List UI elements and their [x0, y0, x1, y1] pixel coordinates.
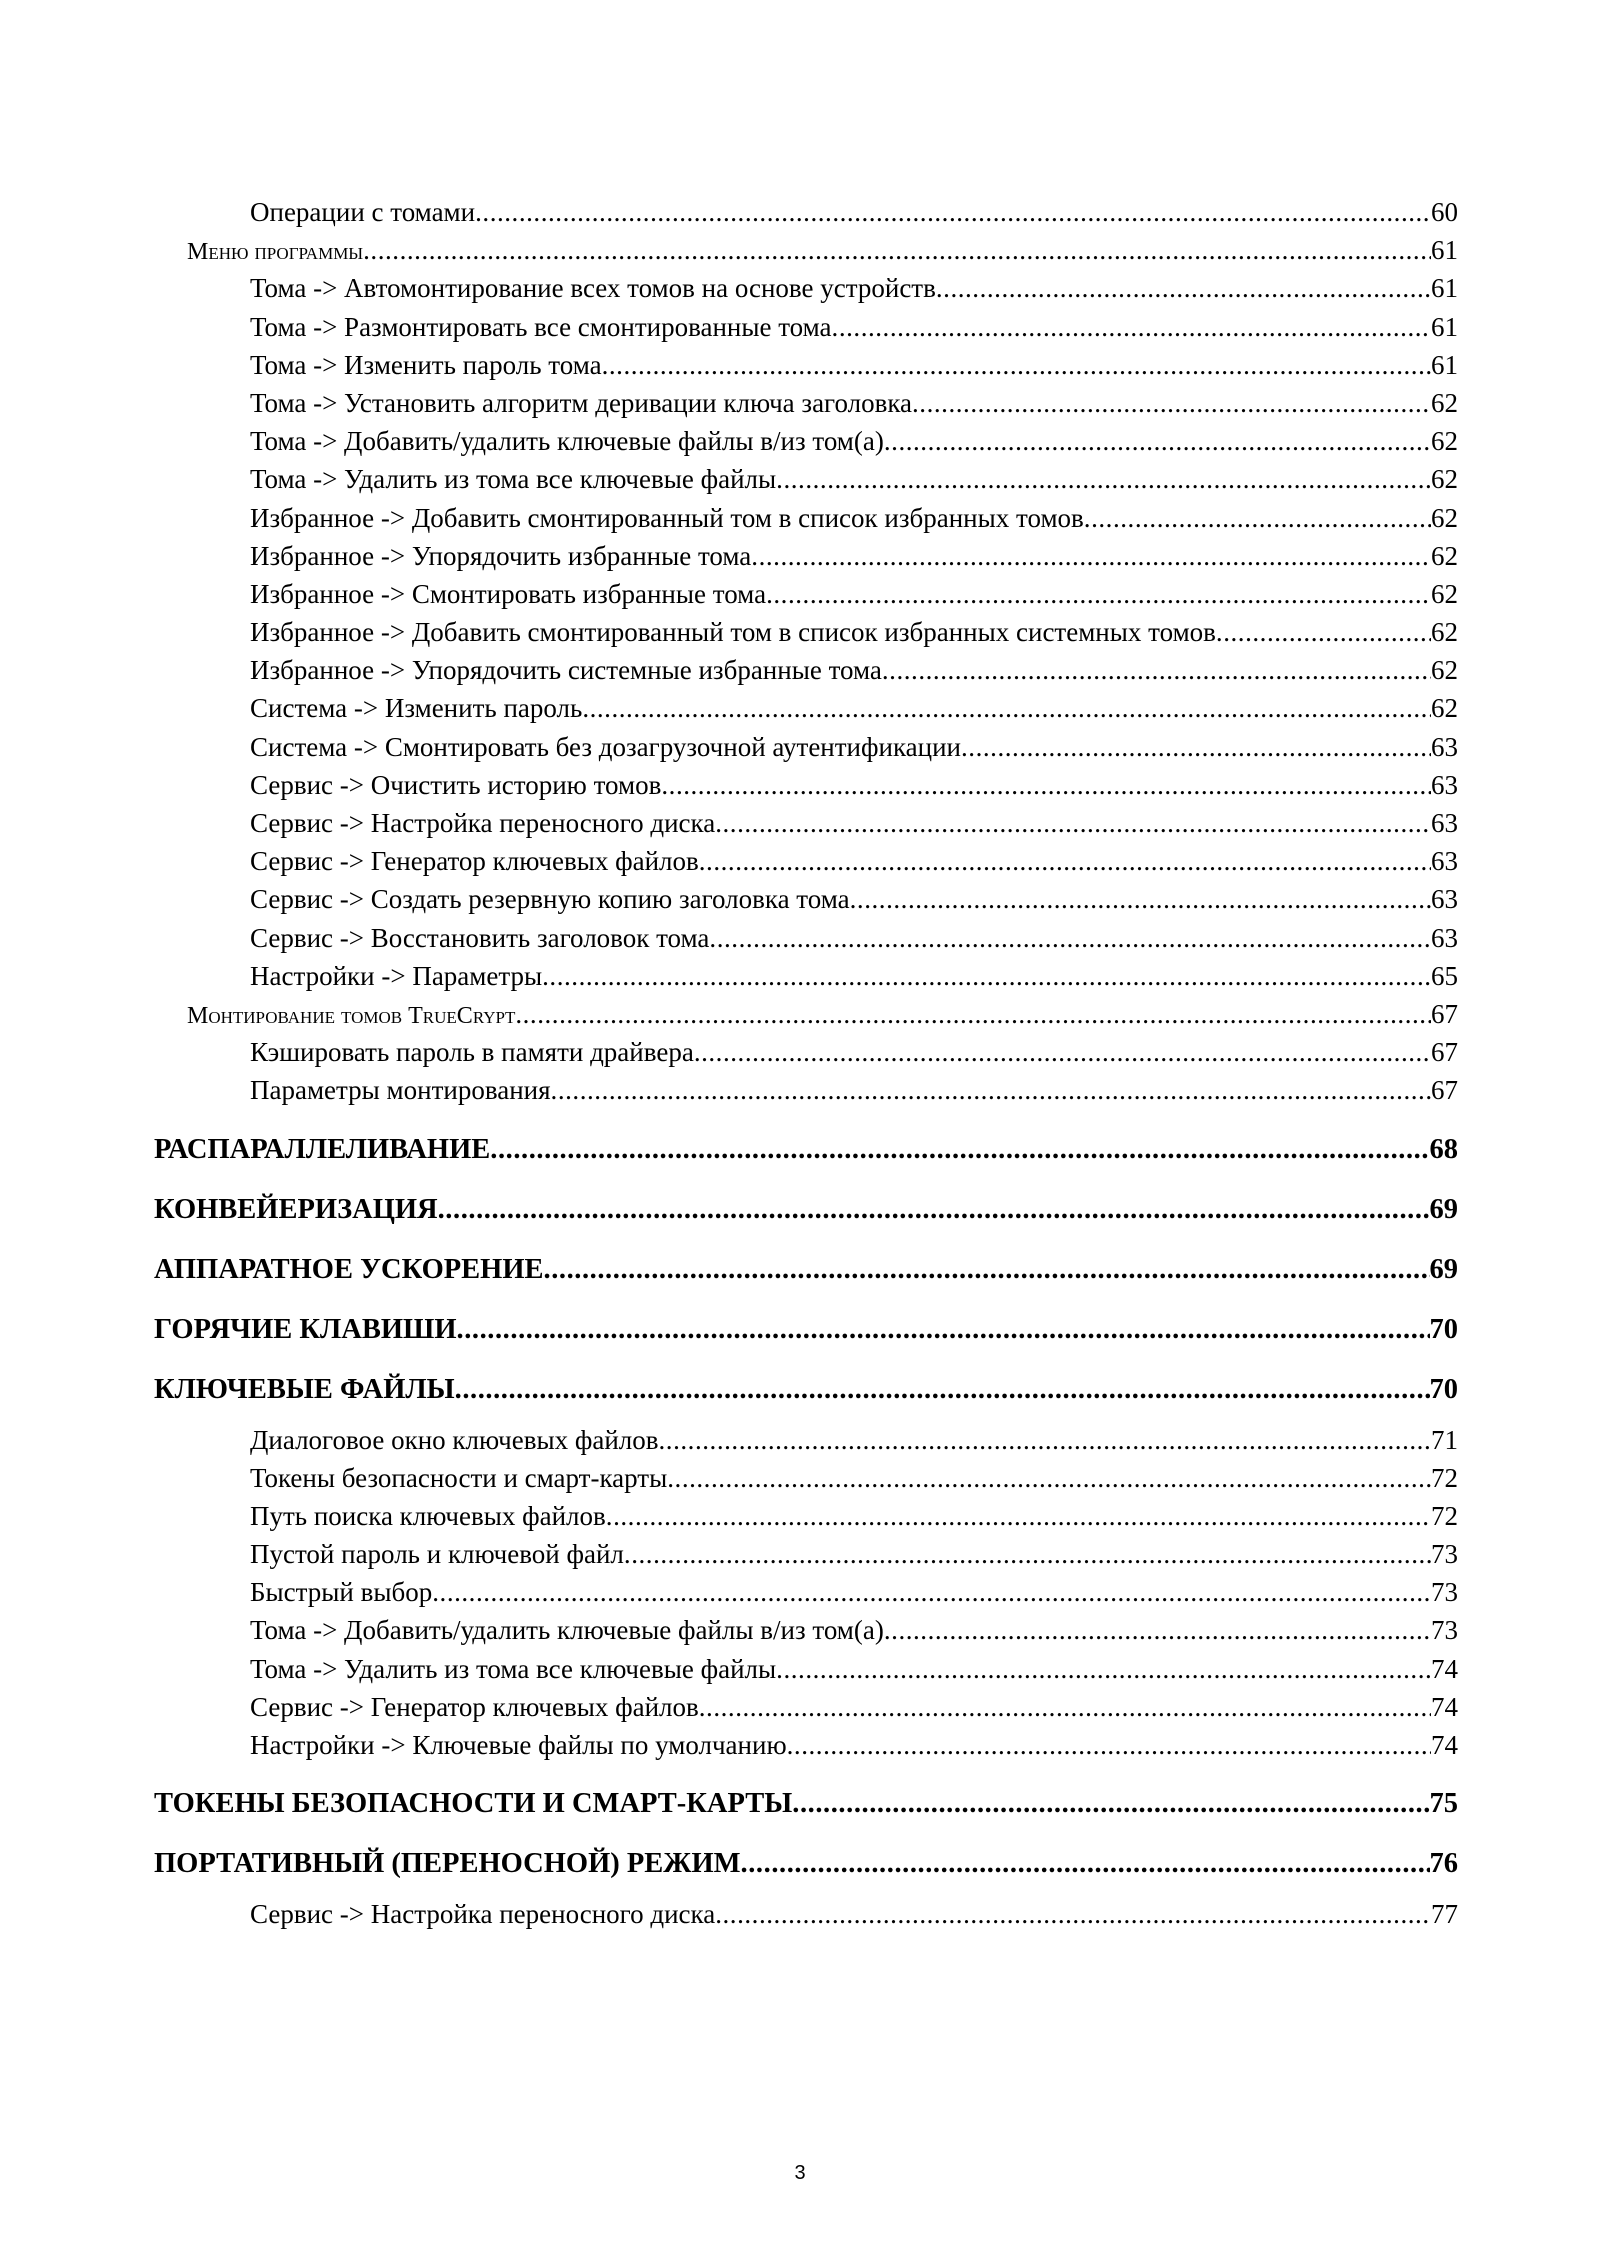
toc-entry-title: Монтирование томов TrueCrypt [187, 1002, 516, 1029]
toc-dot-leader [699, 1688, 1431, 1726]
toc-entry-title: Избранное -> Смонтировать избранные тома [250, 578, 767, 609]
toc-dot-leader [792, 1783, 1429, 1824]
toc-entry-title: ПОРТАТИВНЫЙ (ПЕРЕНОСНОЙ) РЕЖИМ [154, 1848, 741, 1880]
toc-entry-page: 63 [1431, 769, 1458, 800]
toc-chapter-entry[interactable] [154, 1843, 1458, 1884]
toc-chapter-entry[interactable] [154, 1783, 1458, 1824]
toc-entry-page: 70 [1429, 1313, 1458, 1345]
toc-subsection-entry[interactable] [154, 1033, 1458, 1071]
toc-dot-leader [715, 804, 1431, 842]
toc-subsection-entry[interactable] [154, 689, 1458, 727]
toc-entry-page: 65 [1431, 960, 1458, 991]
toc-dot-leader [850, 880, 1431, 918]
toc-subsection-entry[interactable] [154, 613, 1458, 651]
toc-dot-leader [1216, 613, 1431, 651]
toc-chapter-entry[interactable] [154, 1189, 1458, 1230]
toc-dot-leader [694, 1033, 1431, 1071]
toc-subsection-entry[interactable] [154, 1459, 1458, 1497]
toc-entry-page: 63 [1431, 884, 1458, 915]
toc-subsection-entry[interactable] [154, 842, 1458, 880]
toc-entry-page: 77 [1431, 1899, 1458, 1930]
toc-entry-title: Сервис -> Генератор ключевых файлов [250, 846, 699, 877]
toc-dot-leader [776, 1650, 1431, 1688]
toc-subsection-entry[interactable] [154, 537, 1458, 575]
toc-entry-page: 60 [1431, 197, 1458, 227]
toc-entry-title: Меню программы [187, 239, 364, 266]
toc-subsection-entry[interactable] [154, 499, 1458, 537]
toc-dot-leader [515, 995, 1431, 1033]
toc-entry-title: Диалоговое окно ключевых файлов [250, 1424, 659, 1455]
toc-entry-page: 62 [1431, 617, 1458, 648]
toc-entry-page: 75 [1429, 1788, 1458, 1820]
toc-section-entry[interactable] [154, 995, 1458, 1033]
toc-entry-page: 61 [1431, 235, 1458, 266]
toc-entry-title: Сервис -> Очистить историю томов [250, 769, 662, 800]
toc-entry-page: 62 [1431, 578, 1458, 609]
toc-dot-leader [432, 1573, 1431, 1611]
toc-entry-title: Параметры монтирования [250, 1075, 551, 1106]
toc-subsection-entry[interactable] [154, 957, 1458, 995]
toc-entry-page: 73 [1431, 1539, 1458, 1570]
toc-entry-title: КЛЮЧЕВЫЕ ФАЙЛЫ [154, 1373, 455, 1405]
toc-subsection-entry[interactable] [154, 880, 1458, 918]
toc-subsection-entry[interactable] [154, 575, 1458, 613]
toc-entry-page: 62 [1431, 655, 1458, 686]
toc-dot-leader [882, 651, 1431, 689]
toc-entry-page: 73 [1431, 1577, 1458, 1608]
toc-subsection-entry[interactable] [154, 1650, 1458, 1688]
toc-dot-leader [715, 1895, 1431, 1933]
toc-entry-title: Сервис -> Создать резервную копию заголовка тома [250, 884, 850, 915]
toc-chapter-entry[interactable] [154, 1369, 1458, 1410]
toc-entry-title: Сервис -> Восстановить заголовок тома [250, 922, 710, 953]
toc-subsection-entry[interactable] [154, 766, 1458, 804]
toc-entry-page: 61 [1431, 349, 1458, 380]
toc-dot-leader [884, 422, 1431, 460]
toc-entry-page: 74 [1431, 1653, 1458, 1684]
toc-dot-leader [438, 1189, 1430, 1230]
toc-entry-page: 68 [1429, 1133, 1458, 1165]
toc-entry-page: 62 [1431, 502, 1458, 533]
toc-entry-title: Тома -> Автомонтирование всех томов на основе устройств [250, 273, 936, 304]
toc-entry-page: 62 [1431, 426, 1458, 457]
toc-entry-title: РАСПАРАЛЛЕЛИВАНИЕ [154, 1133, 491, 1165]
toc-dot-leader [709, 919, 1431, 957]
toc-entry-title: АППАРАТНОЕ УСКОРЕНИЕ [154, 1253, 544, 1285]
toc-entry-page: 62 [1431, 464, 1458, 495]
toc-entry-page: 76 [1429, 1848, 1458, 1880]
toc-subsection-entry[interactable] [154, 1611, 1458, 1649]
toc-entry-title: Тома -> Удалить из тома все ключевые файлы [250, 1653, 777, 1684]
toc-entry-title: Тома -> Размонтировать все смонтированные тома [250, 311, 832, 342]
toc-chapter-entry[interactable] [154, 1249, 1458, 1290]
toc-entry-page: 69 [1429, 1253, 1458, 1285]
toc-subsection-entry[interactable] [154, 1573, 1458, 1611]
toc-entry-page: 73 [1431, 1615, 1458, 1646]
toc-chapter-entry[interactable] [154, 1129, 1458, 1170]
toc-dot-leader [363, 231, 1431, 269]
toc-dot-leader [912, 384, 1431, 422]
toc-dot-leader [544, 1249, 1430, 1290]
toc-dot-leader [455, 1369, 1430, 1410]
toc-dot-leader [766, 575, 1431, 613]
toc-subsection-entry[interactable] [154, 1535, 1458, 1573]
toc-entry-title: Сервис -> Генератор ключевых файлов [250, 1691, 699, 1722]
toc-dot-leader [741, 1843, 1430, 1884]
toc-entry-page: 71 [1431, 1424, 1458, 1455]
toc-entry-page: 67 [1431, 1037, 1458, 1068]
toc-entry-title: Тома -> Удалить из тома все ключевые файлы [250, 464, 777, 495]
table-of-contents [154, 193, 1458, 1933]
toc-dot-leader [475, 193, 1431, 231]
toc-entry-page: 63 [1431, 922, 1458, 953]
toc-entry-page: 63 [1431, 808, 1458, 838]
toc-chapter-entry[interactable] [154, 1309, 1458, 1350]
toc-entry-page: 74 [1431, 1730, 1458, 1760]
toc-entry-title: Тома -> Добавить/удалить ключевые файлы в/из том(а) [250, 1615, 884, 1646]
toc-entry-title: Сервис -> Настройка переносного диска [250, 1899, 716, 1930]
toc-dot-leader [551, 1071, 1431, 1109]
toc-entry-title: Путь поиска ключевых файлов [250, 1500, 606, 1531]
toc-entry-title: Кэшировать пароль в памяти драйвера [250, 1037, 694, 1068]
toc-dot-leader [751, 537, 1431, 575]
toc-subsection-entry[interactable] [154, 193, 1458, 231]
toc-entry-title: Операции с томами [250, 197, 476, 227]
toc-dot-leader [606, 1497, 1431, 1535]
toc-dot-leader [1084, 499, 1431, 537]
toc-dot-leader [776, 460, 1431, 498]
toc-entry-title: Избранное -> Упорядочить системные избранные тома [250, 655, 882, 686]
toc-subsection-entry[interactable] [154, 919, 1458, 957]
toc-entry-page: 63 [1431, 731, 1458, 762]
toc-subsection-entry[interactable] [154, 346, 1458, 384]
toc-entry-page: 67 [1431, 1075, 1458, 1106]
toc-dot-leader [661, 766, 1431, 804]
toc-entry-title: Настройки -> Ключевые файлы по умолчанию [250, 1730, 787, 1760]
toc-dot-leader [699, 842, 1431, 880]
toc-dot-leader [659, 1421, 1432, 1459]
toc-entry-title: Система -> Смонтировать без дозагрузочной аутентификации [250, 731, 961, 762]
toc-dot-leader [884, 1611, 1431, 1649]
toc-entry-page: 70 [1429, 1373, 1458, 1405]
toc-entry-title: ГОРЯЧИЕ КЛАВИШИ [154, 1313, 457, 1345]
toc-entry-title: Настройки -> Параметры [250, 960, 543, 991]
toc-entry-title: Тома -> Установить алгоритм деривации ключа заголовка [250, 387, 913, 418]
toc-entry-page: 62 [1431, 387, 1458, 418]
page-number: 3 [794, 2162, 806, 2184]
toc-dot-leader [961, 728, 1431, 766]
toc-subsection-entry[interactable] [154, 1071, 1458, 1109]
toc-dot-leader [832, 308, 1431, 346]
toc-subsection-entry[interactable] [154, 1895, 1458, 1933]
toc-subsection-entry[interactable] [154, 308, 1458, 346]
toc-entry-title: Сервис -> Настройка переносного диска [250, 808, 716, 838]
toc-subsection-entry[interactable] [154, 460, 1458, 498]
toc-dot-leader [542, 957, 1431, 995]
toc-entry-title: Тома -> Изменить пароль тома [250, 349, 602, 380]
toc-subsection-entry[interactable] [154, 651, 1458, 689]
toc-entry-page: 63 [1431, 846, 1458, 877]
toc-entry-title: ТОКЕНЫ БЕЗОПАСНОСТИ И СМАРТ-КАРТЫ [154, 1788, 793, 1820]
toc-subsection-entry[interactable] [154, 384, 1458, 422]
toc-subsection-entry[interactable] [154, 804, 1458, 842]
toc-entry-page: 62 [1431, 540, 1458, 571]
toc-entry-title: КОНВЕЙЕРИЗАЦИЯ [154, 1193, 438, 1225]
toc-dot-leader [667, 1459, 1431, 1497]
toc-entry-title: Система -> Изменить пароль [250, 693, 583, 724]
toc-dot-leader [787, 1726, 1431, 1764]
toc-entry-page: 62 [1431, 693, 1458, 724]
toc-subsection-entry[interactable] [154, 422, 1458, 460]
toc-entry-page: 74 [1431, 1691, 1458, 1722]
toc-dot-leader [582, 689, 1431, 727]
toc-dot-leader [936, 269, 1431, 307]
toc-subsection-entry[interactable] [154, 1688, 1458, 1726]
toc-entry-title: Избранное -> Добавить смонтированный том в список избранных томов [250, 502, 1084, 533]
toc-dot-leader [490, 1129, 1429, 1170]
toc-entry-page: 61 [1431, 311, 1458, 342]
toc-entry-title: Тома -> Добавить/удалить ключевые файлы в/из том(а) [250, 426, 884, 457]
toc-subsection-entry[interactable] [154, 1726, 1458, 1764]
toc-dot-leader [624, 1535, 1431, 1573]
toc-section-entry[interactable] [154, 231, 1458, 269]
toc-entry-title: Быстрый выбор [250, 1577, 433, 1608]
toc-entry-page: 72 [1431, 1462, 1458, 1493]
toc-entry-page: 61 [1431, 273, 1458, 304]
toc-dot-leader [457, 1309, 1430, 1350]
toc-subsection-entry[interactable] [154, 728, 1458, 766]
toc-entry-page: 67 [1431, 998, 1458, 1029]
toc-entry-page: 69 [1429, 1193, 1458, 1225]
toc-dot-leader [602, 346, 1431, 384]
toc-entry-title: Избранное -> Добавить смонтированный том в список избранных системных томов [250, 617, 1216, 648]
toc-entry-title: Избранное -> Упорядочить избранные тома [250, 540, 752, 571]
toc-entry-title: Пустой пароль и ключевой файл [250, 1539, 624, 1570]
toc-entry-page: 72 [1431, 1500, 1458, 1531]
toc-subsection-entry[interactable] [154, 1497, 1458, 1535]
toc-subsection-entry[interactable] [154, 1421, 1458, 1459]
toc-entry-title: Токены безопасности и смарт-карты [250, 1462, 668, 1493]
toc-subsection-entry[interactable] [154, 269, 1458, 307]
